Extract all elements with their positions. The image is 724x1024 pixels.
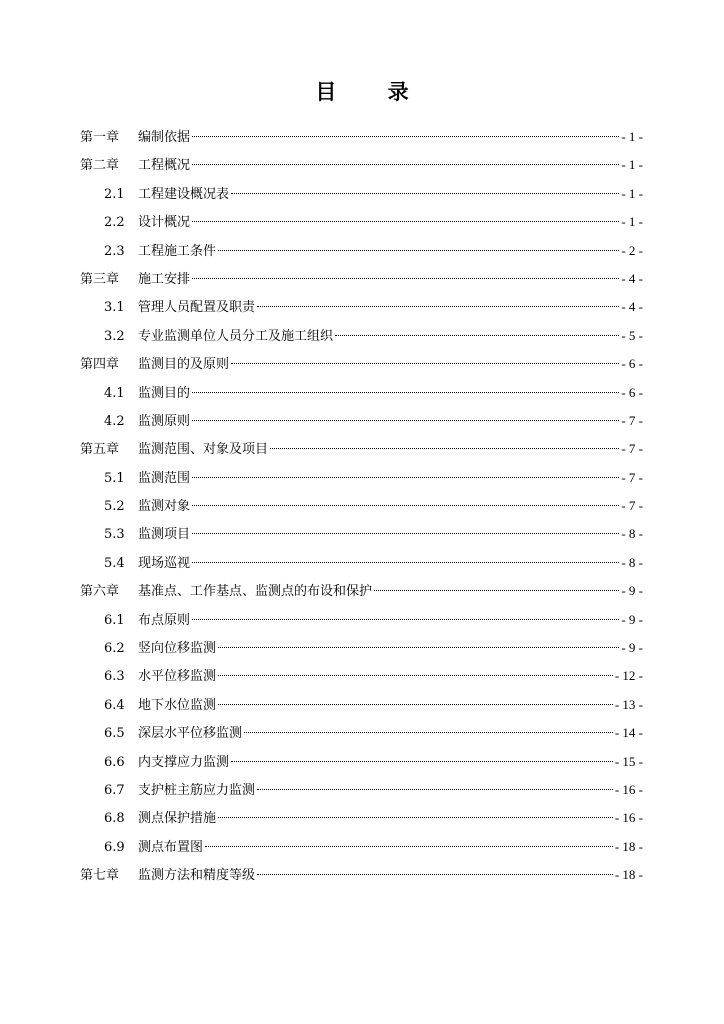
- toc-entry-number: 2.3: [104, 243, 125, 259]
- toc-dot-leader: [218, 675, 613, 676]
- toc-entry-number: 6.9: [104, 839, 125, 855]
- toc-dot-leader: [231, 761, 613, 762]
- toc-entry-label: 监测项目: [138, 527, 191, 543]
- toc-page-number: - 18 -: [614, 838, 643, 854]
- toc-dot-leader: [192, 562, 619, 563]
- toc-section-entry[interactable]: [80, 804, 643, 832]
- toc-page-number: - 4 -: [621, 299, 643, 315]
- toc-entry-label: 测点布置图: [138, 839, 204, 855]
- toc-dot-leader: [218, 250, 619, 251]
- toc-page-number: - 16 -: [614, 781, 643, 797]
- toc-dot-leader: [192, 505, 619, 506]
- toc-entry-number: 第二章: [80, 158, 120, 174]
- toc-page-number: - 6 -: [621, 384, 643, 400]
- toc-dot-leader: [205, 846, 613, 847]
- toc-entry-label: 基准点、工作基点、监测点的布设和保护: [138, 584, 373, 600]
- toc-entry-number: 第五章: [80, 442, 120, 458]
- toc-page-number: - 7 -: [621, 441, 643, 457]
- toc-page-number: - 1 -: [621, 185, 643, 201]
- toc-section-entry[interactable]: [80, 833, 643, 861]
- toc-dot-leader: [218, 817, 613, 818]
- toc-entry-label: 工程施工条件: [138, 243, 217, 259]
- toc-entry-number: 2.2: [104, 215, 125, 231]
- toc-page-number: - 5 -: [621, 327, 643, 343]
- toc-page-number: - 8 -: [621, 554, 643, 570]
- toc-section-entry[interactable]: [80, 606, 643, 634]
- toc-entry-number: 3.1: [104, 300, 125, 316]
- toc-dot-leader: [257, 789, 613, 790]
- toc-entry-label: 管理人员配置及职责: [138, 300, 256, 316]
- toc-section-entry[interactable]: [80, 776, 643, 804]
- toc-entry-label: 水平位移监测: [138, 669, 217, 685]
- toc-entry-label: 支护桩主筋应力监测: [138, 782, 256, 798]
- toc-entry-number: 6.1: [104, 612, 125, 628]
- toc-section-entry[interactable]: [80, 691, 643, 719]
- toc-entry-number: 第一章: [80, 130, 120, 145]
- toc-entry-label: 施工安排: [138, 271, 191, 287]
- toc-section-entry[interactable]: [80, 293, 643, 321]
- toc-page-number: - 9 -: [621, 611, 643, 627]
- toc-entry-label: 竖向位移监测: [138, 641, 217, 657]
- toc-entry-number: 第三章: [80, 271, 120, 287]
- toc-dot-leader: [257, 874, 613, 875]
- toc-dot-leader: [192, 278, 619, 279]
- toc-chapter-entry[interactable]: [80, 435, 643, 463]
- toc-entry-number: 6.4: [104, 697, 125, 713]
- toc-entry-number: 6.8: [104, 811, 125, 827]
- toc-entry-number: 5.1: [104, 470, 125, 486]
- toc-entry-label: 现场巡视: [138, 555, 191, 571]
- toc-page-number: - 12 -: [614, 668, 643, 684]
- toc-entry-label: 地下水位监测: [138, 697, 217, 713]
- toc-section-entry[interactable]: [80, 237, 643, 265]
- toc-page-number: - 18 -: [614, 867, 643, 883]
- toc-entry-label: 工程建设概况表: [138, 186, 230, 202]
- toc-entry-number: 6.3: [104, 669, 125, 685]
- toc-dot-leader: [270, 448, 619, 449]
- toc-entry-label: 布点原则: [138, 612, 191, 628]
- toc-dot-leader: [374, 590, 619, 591]
- toc-entry-number: 2.1: [104, 186, 125, 202]
- toc-entry-label: 监测范围、对象及项目: [138, 442, 269, 458]
- toc-entry-label: 工程概况: [138, 158, 191, 174]
- toc-page-number: - 7 -: [621, 498, 643, 514]
- toc-page-number: - 7 -: [621, 469, 643, 485]
- toc-entry-number: 第四章: [80, 357, 120, 373]
- toc-page-number: - 6 -: [621, 356, 643, 372]
- toc-entry-number: 6.7: [104, 782, 125, 798]
- toc-chapter-entry[interactable]: [80, 151, 643, 179]
- toc-section-entry[interactable]: [80, 379, 643, 407]
- toc-entry-number: 4.1: [104, 385, 125, 401]
- toc-dot-leader: [192, 221, 619, 222]
- toc-chapter-entry[interactable]: [80, 350, 643, 378]
- toc-entry-label: 内支撑应力监测: [138, 754, 230, 770]
- toc-section-entry[interactable]: [80, 662, 643, 690]
- toc-dot-leader: [192, 477, 619, 478]
- toc-dot-leader: [244, 732, 613, 733]
- toc-entry-number: 5.3: [104, 527, 125, 543]
- toc-page-number: - 8 -: [621, 526, 643, 542]
- toc-section-entry[interactable]: [80, 208, 643, 236]
- toc-dot-leader: [218, 647, 619, 648]
- toc-entry-number: 5.4: [104, 555, 125, 571]
- toc-dot-leader: [192, 164, 619, 165]
- toc-entry-label: 监测原则: [138, 413, 191, 429]
- toc-section-entry[interactable]: [80, 549, 643, 577]
- toc-section-entry[interactable]: [80, 407, 643, 435]
- toc-entry-label: 监测对象: [138, 499, 191, 515]
- toc-page-number: - 14 -: [614, 725, 643, 741]
- toc-entry-number: 第六章: [80, 584, 120, 600]
- toc-section-entry[interactable]: [80, 634, 643, 662]
- toc-dot-leader: [192, 533, 619, 534]
- toc-page-number: - 9 -: [621, 640, 643, 656]
- toc-section-entry[interactable]: [80, 719, 643, 747]
- toc-page-number: - 13 -: [614, 696, 643, 712]
- toc-entry-number: 第七章: [80, 868, 120, 884]
- toc-dot-leader: [192, 136, 619, 137]
- toc-entry-label: 深层水平位移监测: [138, 726, 243, 742]
- toc-dot-leader: [192, 619, 619, 620]
- toc-entry-label: 编制依据: [138, 130, 191, 145]
- toc-entry-label: 监测目的及原则: [138, 357, 230, 373]
- toc-entry-label: 专业监测单位人员分工及施工组织: [138, 328, 334, 344]
- toc-dot-leader: [192, 420, 619, 421]
- toc-dot-leader: [257, 306, 619, 307]
- toc-entry-label: 监测目的: [138, 385, 191, 401]
- toc-page-number: - 9 -: [621, 583, 643, 599]
- toc-entry-number: 6.6: [104, 754, 125, 770]
- page-title: 目 录: [315, 79, 431, 104]
- toc-entry-label: 监测范围: [138, 470, 191, 486]
- toc-section-entry[interactable]: [80, 180, 643, 208]
- toc-dot-leader: [218, 704, 613, 705]
- toc-entry-label: 测点保护措施: [138, 811, 217, 827]
- toc-page-number: - 15 -: [614, 753, 643, 769]
- toc-page-number: - 1 -: [621, 214, 643, 230]
- toc-section-entry[interactable]: [80, 520, 643, 548]
- toc-chapter-entry[interactable]: [80, 123, 643, 151]
- toc-dot-leader: [231, 193, 619, 194]
- toc-page-number: - 16 -: [614, 810, 643, 826]
- toc-entry-number: 6.5: [104, 726, 125, 742]
- toc-dot-leader: [231, 363, 619, 364]
- toc-chapter-entry[interactable]: [80, 861, 643, 889]
- toc-entry-number: 4.2: [104, 413, 125, 429]
- toc-page-number: - 1 -: [621, 129, 643, 144]
- toc-page-number: - 7 -: [621, 412, 643, 428]
- toc-entry-number: 6.2: [104, 641, 125, 657]
- toc-entry-number: 3.2: [104, 328, 125, 344]
- toc-entry-label: 监测方法和精度等级: [138, 868, 256, 884]
- table-of-contents: [80, 123, 643, 890]
- toc-dot-leader: [335, 335, 619, 336]
- toc-section-entry[interactable]: [80, 322, 643, 350]
- toc-chapter-entry[interactable]: [80, 577, 643, 605]
- toc-section-entry[interactable]: [80, 464, 643, 492]
- toc-entry-number: 5.2: [104, 499, 125, 515]
- toc-page-number: - 2 -: [621, 242, 643, 258]
- toc-dot-leader: [192, 392, 619, 393]
- toc-page-number: - 4 -: [621, 270, 643, 286]
- toc-entry-label: 设计概况: [138, 215, 191, 231]
- toc-chapter-entry[interactable]: [80, 265, 643, 293]
- toc-section-entry[interactable]: [80, 748, 643, 776]
- toc-page-number: - 1 -: [621, 157, 643, 173]
- toc-section-entry[interactable]: [80, 492, 643, 520]
